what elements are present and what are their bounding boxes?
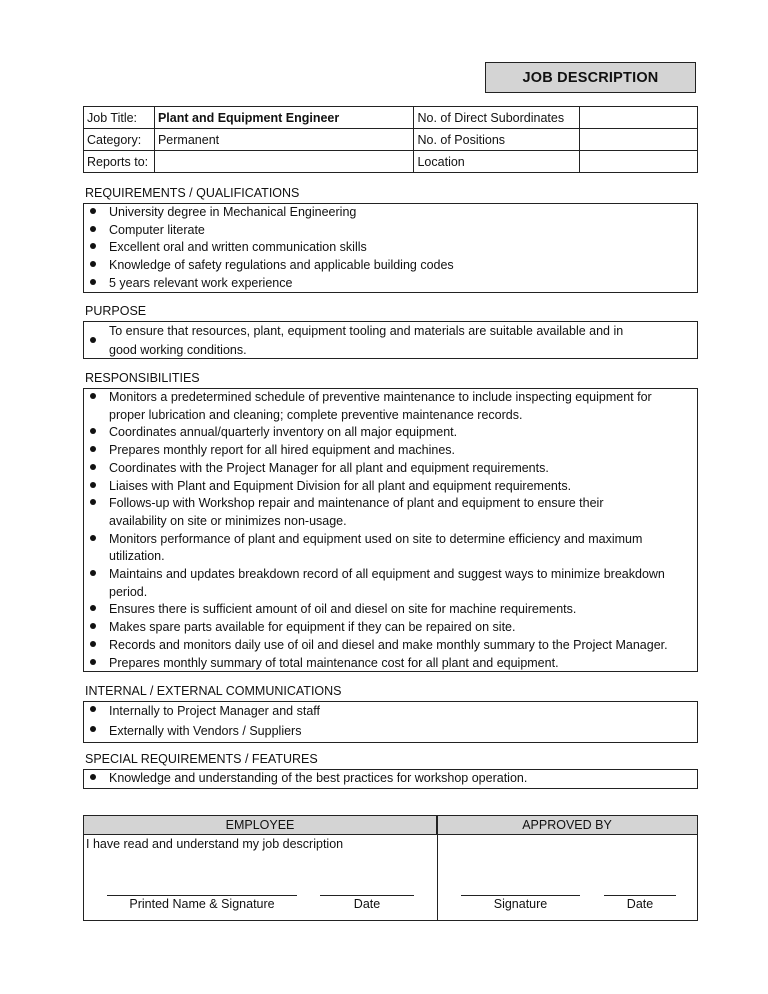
positions-label: No. of Positions — [414, 129, 580, 151]
list-item: Makes spare parts available for equipment if they can be repaired on site. — [84, 619, 697, 637]
bullet-icon — [90, 726, 96, 732]
list-item: Monitors performance of plant and equipment used on site to determine efficiency and maximum utilization. — [84, 531, 697, 566]
purpose-heading: PURPOSE — [85, 304, 147, 318]
bullet-icon — [90, 243, 96, 249]
bullet-icon — [90, 261, 96, 267]
column-divider — [437, 816, 438, 920]
table-row — [84, 129, 698, 151]
list-item: Internally to Project Manager and staff — [84, 702, 697, 722]
bullet-icon — [90, 226, 96, 232]
list-item: Prepares monthly report for all hired equipment and machines. — [84, 442, 697, 460]
printed-name-label: Printed Name & Signature — [129, 897, 275, 911]
category-value: Permanent — [154, 129, 414, 151]
list-item: Maintains and updates breakdown record of all equipment and suggest ways to minimize breakdown period. — [84, 566, 697, 601]
document-title: JOB DESCRIPTION — [485, 62, 696, 93]
employee-date-line[interactable] — [320, 895, 414, 896]
list-item: Computer literate — [84, 222, 697, 240]
printed-name-line[interactable] — [107, 895, 297, 896]
list-item: Liaises with Plant and Equipment Division for all plant and equipment requirements. — [84, 478, 697, 496]
list-item: Coordinates annual/quarterly inventory on all major equipment. — [84, 424, 697, 442]
requirements-box — [83, 203, 698, 293]
list-item: Prepares monthly summary of total maintenance cost for all plant and equipment. — [84, 655, 697, 673]
bullet-icon — [90, 482, 96, 488]
list-item: Records and monitors daily use of oil and diesel and make monthly summary to the Project Manager. — [84, 637, 697, 655]
list-item: 5 years relevant work experience — [84, 275, 697, 293]
approved-heading: APPROVED BY — [437, 816, 697, 835]
list-item: Excellent oral and written communication skills — [84, 239, 697, 257]
positions-value — [580, 129, 698, 151]
location-value — [580, 151, 698, 173]
bullet-icon — [90, 337, 96, 343]
subordinates-label: No. of Direct Subordinates — [414, 107, 580, 129]
list-item: Knowledge and understanding of the best practices for workshop operation. — [84, 770, 697, 788]
employee-statement: I have read and understand my job description — [86, 837, 344, 851]
job-title-label: Job Title: — [84, 107, 155, 129]
table-row — [84, 107, 698, 129]
bullet-icon — [90, 393, 96, 399]
purpose-box — [83, 321, 698, 359]
reports-to-label: Reports to: — [84, 151, 155, 173]
bullet-icon — [90, 446, 96, 452]
list-item: Externally with Vendors / Suppliers — [84, 722, 697, 742]
communications-heading: INTERNAL / EXTERNAL COMMUNICATIONS — [85, 684, 342, 698]
job-info-table — [83, 106, 698, 173]
list-item: Ensures there is sufficient amount of oil and diesel on site for machine requirements. — [84, 601, 697, 619]
communications-box — [83, 701, 698, 743]
approver-signature-line[interactable] — [461, 895, 580, 896]
bullet-icon — [90, 641, 96, 647]
signature-label: Signature — [493, 897, 548, 911]
list-item: University degree in Mechanical Engineering — [84, 204, 697, 222]
approver-date-line[interactable] — [604, 895, 676, 896]
list-item: Coordinates with the Project Manager for all plant and equipment requirements. — [84, 460, 697, 478]
list-item: Follows-up with Workshop repair and maintenance of plant and equipment to ensure their availability on site or minimizes non-usage. — [84, 495, 697, 530]
special-heading: SPECIAL REQUIREMENTS / FEATURES — [85, 752, 318, 766]
bullet-icon — [90, 605, 96, 611]
job-title-value: Plant and Equipment Engineer — [154, 107, 414, 129]
employee-heading: EMPLOYEE — [84, 816, 437, 835]
subordinates-value — [580, 107, 698, 129]
bullet-icon — [90, 535, 96, 541]
bullet-icon — [90, 208, 96, 214]
requirements-heading: REQUIREMENTS / QUALIFICATIONS — [85, 186, 300, 200]
bullet-icon — [90, 706, 96, 712]
bullet-icon — [90, 499, 96, 505]
reports-to-value — [154, 151, 414, 173]
table-row — [84, 151, 698, 173]
list-item: Monitors a predetermined schedule of preventive maintenance to include inspecting equipment for proper lubrication and cleaning; complete preventive maintenance records. — [84, 389, 697, 424]
bullet-icon — [90, 570, 96, 576]
list-item: Knowledge of safety regulations and applicable building codes — [84, 257, 697, 275]
special-box — [83, 769, 698, 789]
bullet-icon — [90, 464, 96, 470]
bullet-icon — [90, 774, 96, 780]
responsibilities-heading: RESPONSIBILITIES — [85, 371, 200, 385]
category-label: Category: — [84, 129, 155, 151]
employee-date-label: Date — [353, 897, 381, 911]
responsibilities-box — [83, 388, 698, 672]
bullet-icon — [90, 623, 96, 629]
signoff-table — [83, 815, 698, 921]
approver-date-label: Date — [626, 897, 654, 911]
list-item: To ensure that resources, plant, equipment tooling and materials are suitable available and in good working conditions. — [84, 322, 697, 360]
bullet-icon — [90, 659, 96, 665]
bullet-icon — [90, 279, 96, 285]
location-label: Location — [414, 151, 580, 173]
bullet-icon — [90, 428, 96, 434]
